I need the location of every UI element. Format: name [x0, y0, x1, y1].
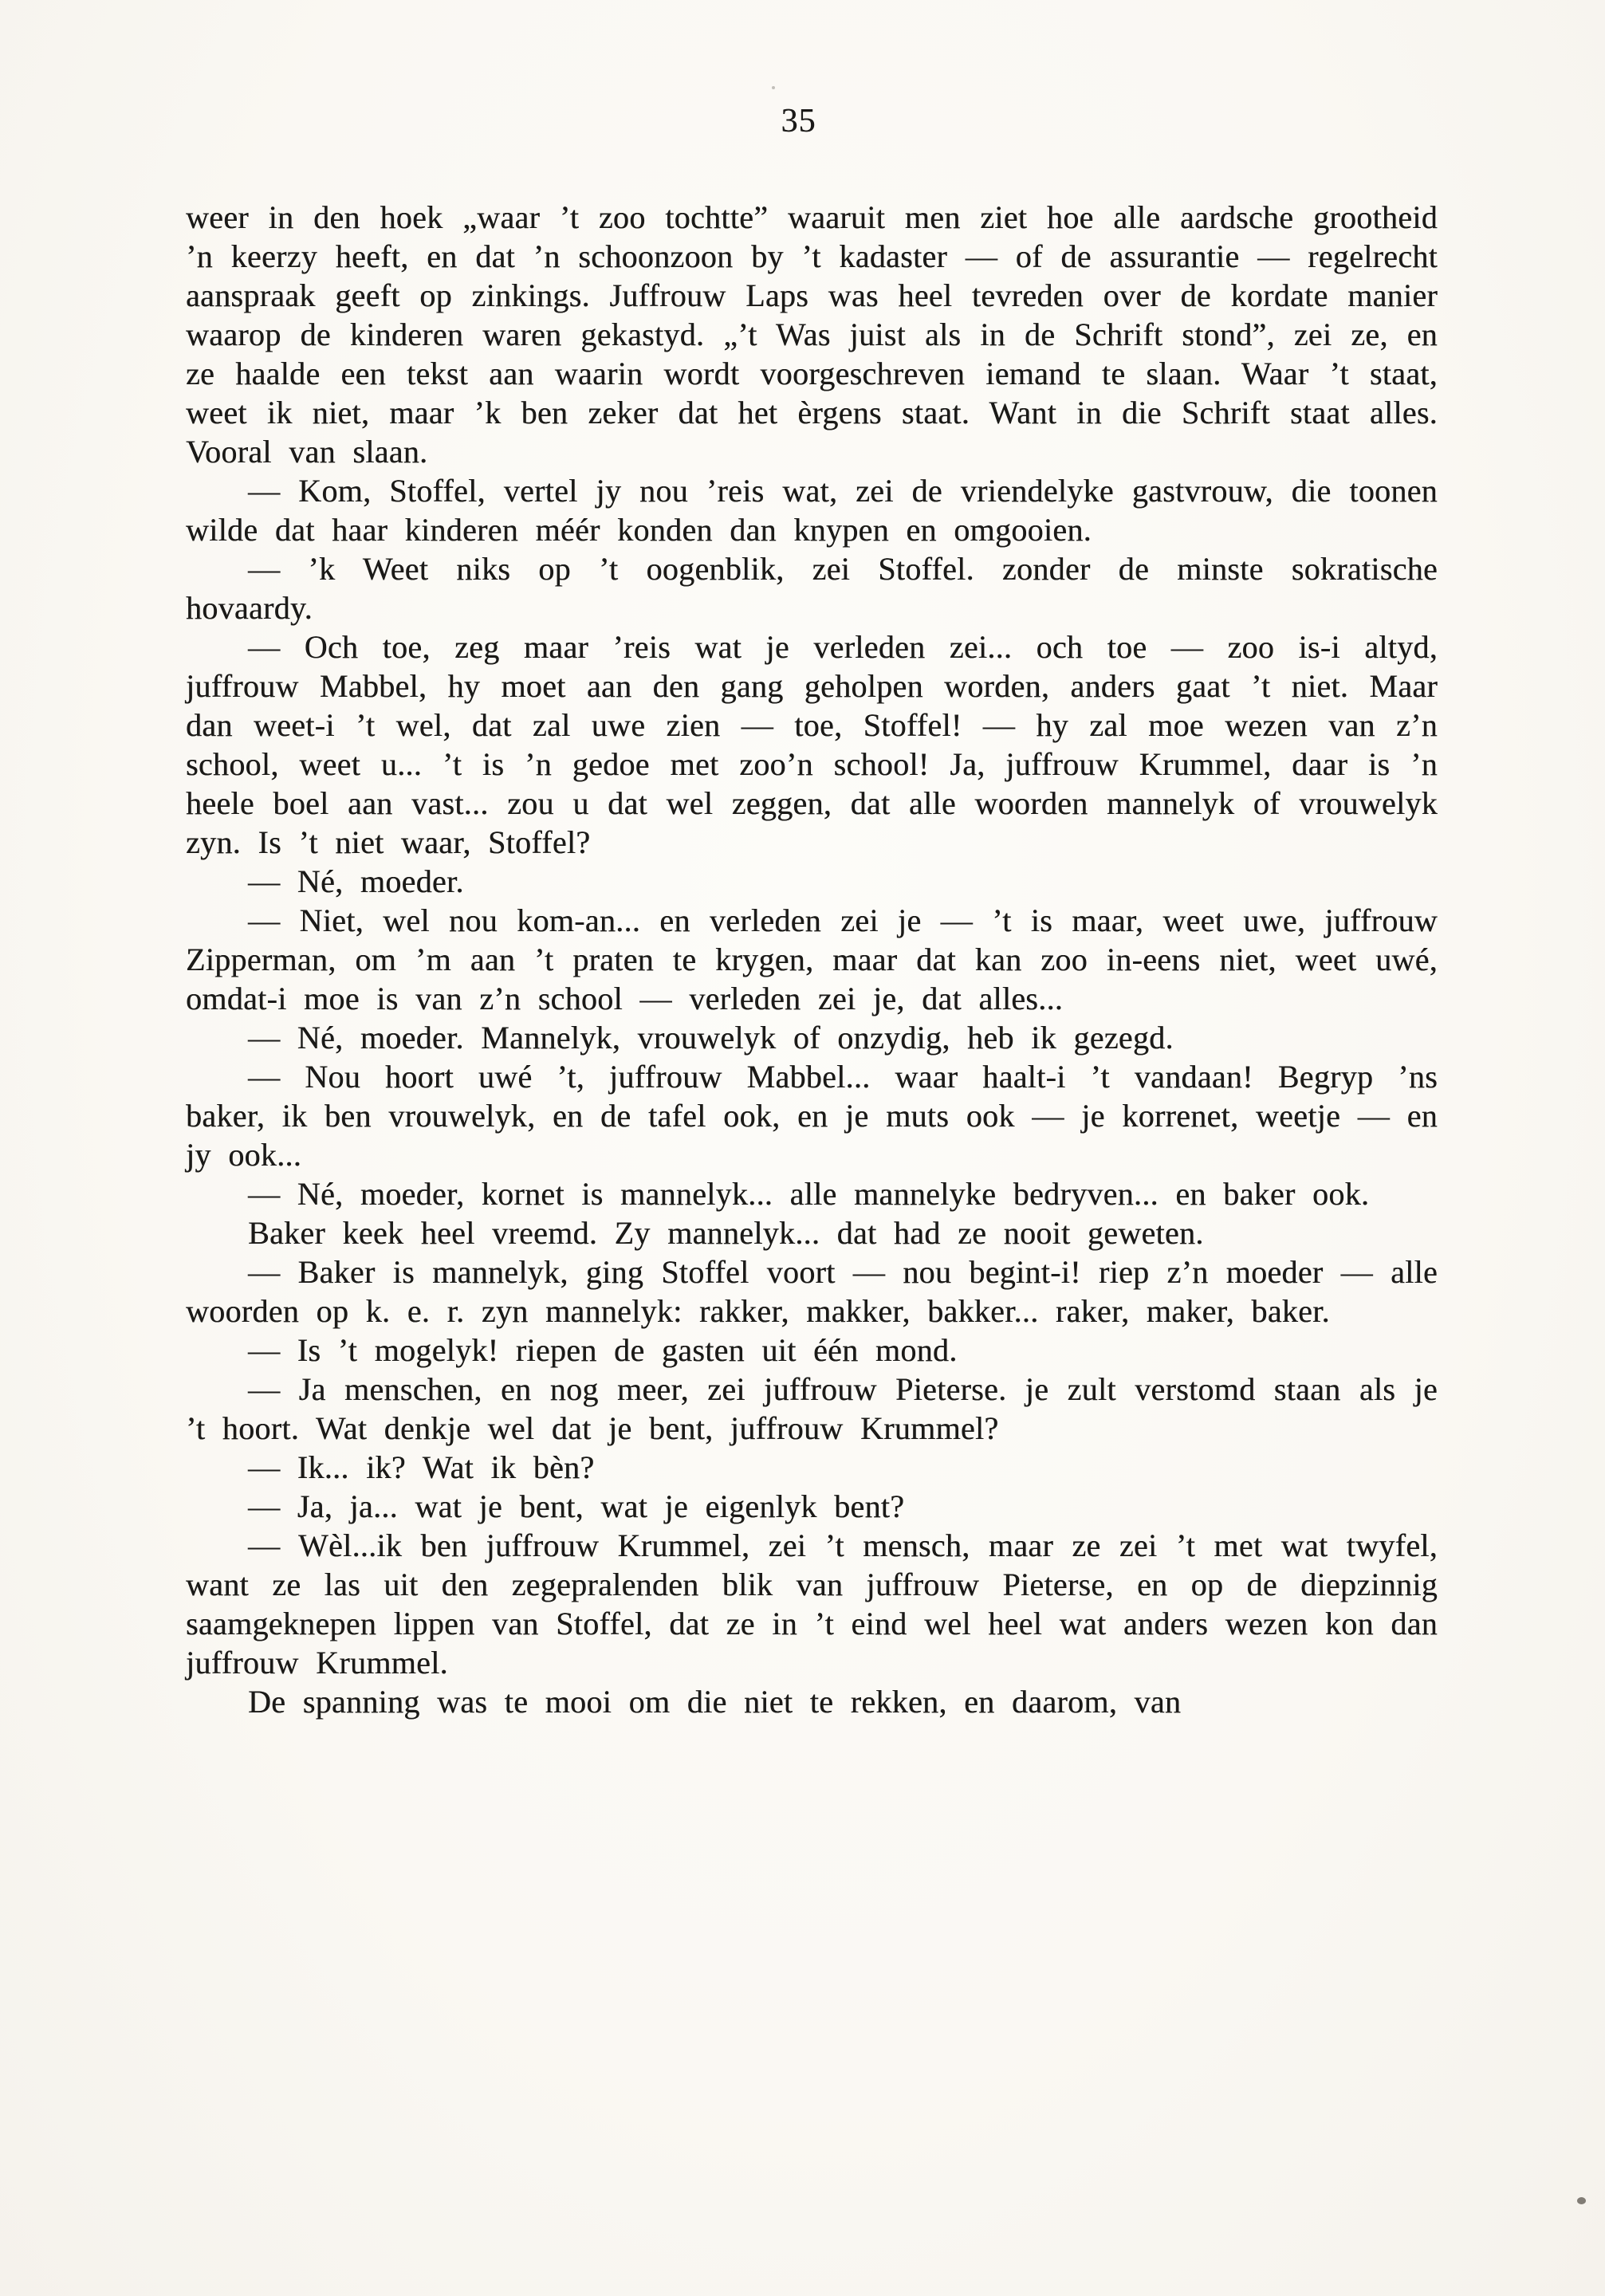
ink-speck	[772, 86, 775, 89]
paragraph: — ’k Weet niks op ’t oogenblik, zei Stoffel. zonder de minste sokratische hovaardy.	[186, 551, 1438, 626]
text-block	[186, 198, 1438, 1721]
paragraph: — Nou hoort uwé ’t, juffrouw Mabbel... waar haalt-i ’t vandaan! Begryp ’ns baker, ik ben vrouwelyk, en de tafel ook, en je muts ook — je korrenet, weetje — en jy ook...	[186, 1059, 1438, 1173]
paragraph: — Ja menschen, en nog meer, zei juffrouw Pieterse. je zult verstomd staan als je ’t hoort. Wat denkje wel dat je bent, juffrouw Krummel?	[186, 1371, 1438, 1446]
paragraph: Baker keek heel vreemd. Zy mannelyk... dat had ze nooit geweten.	[248, 1215, 1204, 1251]
paragraph: — Wèl...ik ben juffrouw Krummel, zei ’t mensch, maar ze zei ’t met wat twyfel, want ze las uit den zegepralenden blik van juffrouw Pieterse, en op de diepzinnig saamgeknepen lippen van Stoffel, dat ze in ’t eind wel heel wat anders wezen kon dan juffrouw Krummel.	[186, 1527, 1438, 1681]
paragraph: — Niet, wel nou kom-an... en verleden zei je — ’t is maar, weet uwe, juffrouw Zipperman, om ’m aan ’t praten te krygen, maar dat kan zoo in-eens niet, weet uwé, omdat-i moe is van z’n school — verleden zei je, dat alles...	[186, 902, 1438, 1016]
ink-speck	[1577, 2197, 1586, 2204]
paragraph: — Né, moeder, kornet is mannelyk... alle mannelyke bedryven... en baker ook.	[248, 1176, 1370, 1212]
paragraph: weer in den hoek „waar ’t zoo tochtte” waaruit men ziet hoe alle aardsche grootheid ’n keerzy heeft, en dat ’n schoonzoon by ’t kadaster — of de assurantie — regelrecht aanspraak geeft op zinkings. Juffrouw Laps was heel tevreden over de kordate manier waarop de kinderen waren gekastyd. „’t Was juist als in de Schrift stond”, zei ze, en ze haalde een tekst aan waarin wordt voorgeschreven iemand te slaan. Waar ’t staat, weet ik niet, maar ’k ben zeker dat het èrgens staat. Want in die Schrift staat alles. Vooral van slaan.	[186, 199, 1438, 470]
paragraph: — Né, moeder. Mannelyk, vrouwelyk of onzydig, heb ik gezegd.	[248, 1020, 1174, 1056]
paragraph: — Ik... ik? Wat ik bèn?	[248, 1449, 595, 1485]
paragraph: — Och toe, zeg maar ’reis wat je verleden zei... och toe — zoo is-i altyd, juffrouw Mabbel, hy moet aan den gang geholpen worden, anders gaat ’t niet. Maar dan weet-i ’t wel, dat zal uwe zien — toe, Stoffel! — hy zal moe wezen van z’n school, weet u... ’t is ’n gedoe met zoo’n school! Ja, juffrouw Krummel, daar is ’n heele boel aan vast... zou u dat wel zeggen, dat alle woorden mannelyk of vrouwelyk zyn. Is ’t niet waar, Stoffel?	[186, 629, 1438, 860]
paragraph: De spanning was te mooi om die niet te rekken, en daarom, van	[248, 1684, 1182, 1720]
paragraph: — Ja, ja... wat je bent, wat je eigenlyk bent?	[248, 1488, 905, 1524]
paragraph: — Baker is mannelyk, ging Stoffel voort — nou begint-i! riep z’n moeder — alle woorden op k. e. r. zyn mannelyk: rakker, makker, bakker... raker, maker, baker.	[186, 1254, 1438, 1329]
paragraph: — Kom, Stoffel, vertel jy nou ’reis wat, zei de vriendelyke gastvrouw, die toonen wilde dat haar kinderen méér konden dan knypen en omgooien.	[186, 473, 1438, 548]
paragraph: — Né, moeder.	[248, 863, 464, 899]
page-number: 35	[781, 103, 816, 140]
paragraph: — Is ’t mogelyk! riepen de gasten uit één mond.	[248, 1332, 958, 1368]
